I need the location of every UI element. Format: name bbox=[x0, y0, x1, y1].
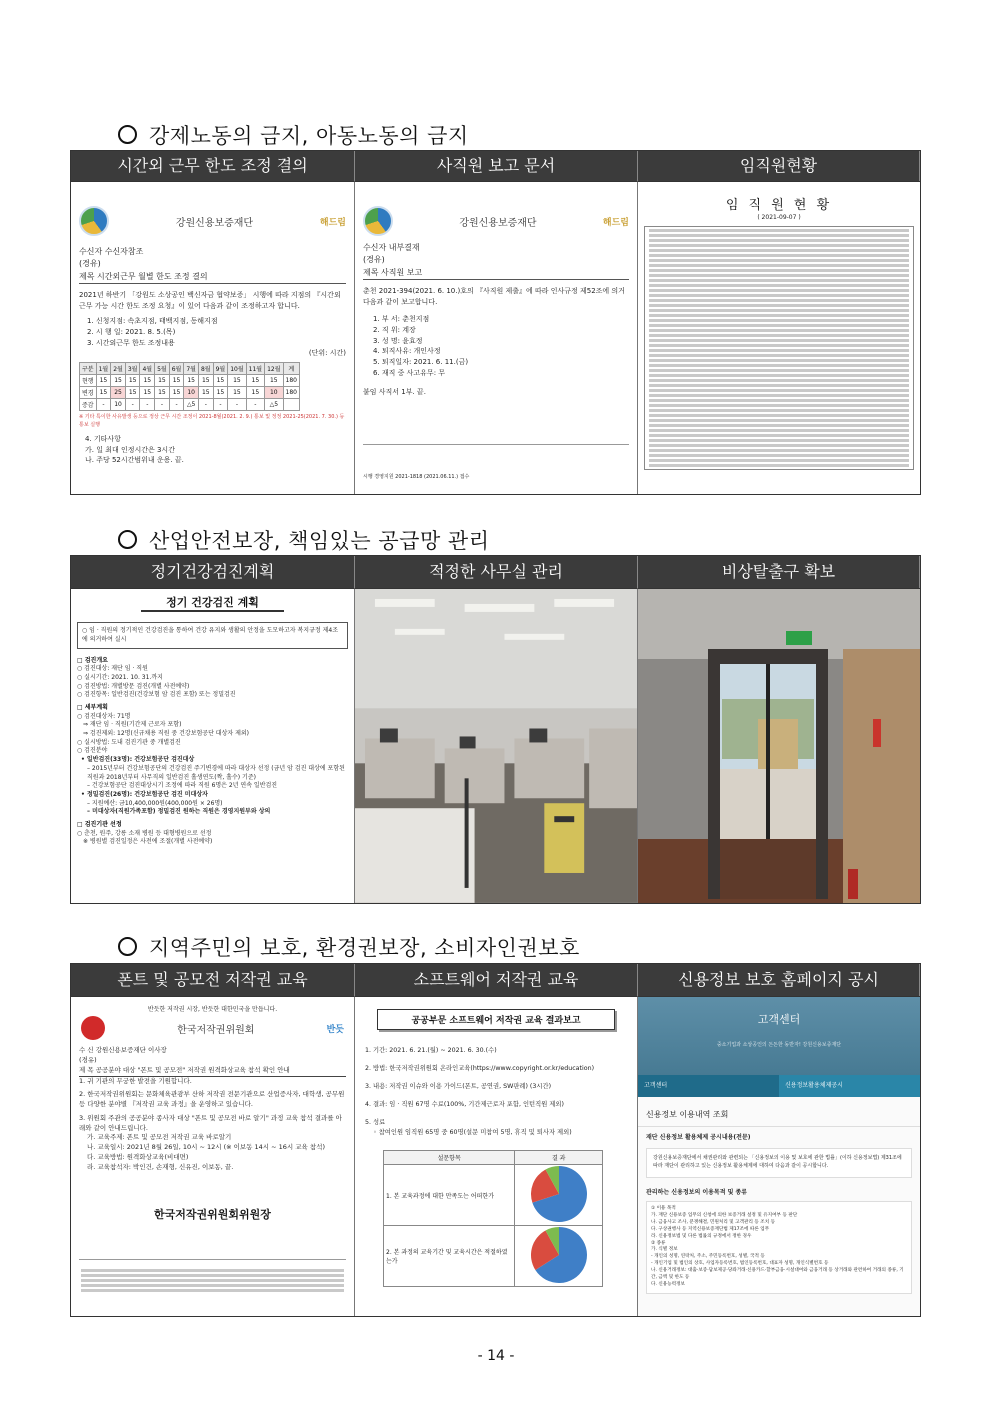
employee-row bbox=[649, 419, 909, 422]
table-cell: 15 bbox=[198, 375, 213, 387]
table-cell: 10 bbox=[184, 387, 199, 399]
employee-row bbox=[649, 439, 909, 442]
employee-row bbox=[649, 429, 909, 432]
table-cell: - bbox=[155, 399, 170, 411]
header-credit-info: 신용정보 보호 홈페이지 공시 bbox=[638, 964, 920, 996]
banner: 고객센터 중소기업과 소상공인의 든든한 동반자! 강원신용보증재단 bbox=[638, 997, 920, 1075]
table-cell: 15 bbox=[169, 375, 184, 387]
table-cell: 구분 bbox=[80, 363, 97, 375]
header-resignation: 사직원 보고 문서 bbox=[355, 151, 638, 181]
section-title-2: 산업안전보장, 책임있는 공급망 관리 bbox=[118, 525, 490, 555]
table-cell: 15 bbox=[228, 387, 246, 399]
section-grid-2 bbox=[70, 555, 921, 904]
page-number: - 14 - bbox=[477, 1348, 515, 1364]
office-interior-image bbox=[355, 589, 637, 903]
software-copyright-document: 공공부문 소프트웨어 저작권 교육 결과보고 1. 기간: 2021. 6. 21.(월) ~ 2021. 6. 30.(수) 2. 방법: 한국저작권위원회 온라인교육(https://www.copyright.or.kr/education) 3. 내용: 저작권 이슈와 이용 가이드(폰트, 공연권, SW판례) (3시간) 4. 결과: 임 · 직원 67명 수료(100%, 기간제근로자 포함, 인턴직원 제외) 5. 성료 ◦ 참여인원 임직원 65명 중 60명(설문 미참여 5명, 휴직 및 퇴사자 제외) 설문항목 결 과 1. 본 교육과정에 대한 만족도는 어떠한가 2. 본 과정의 교육기간 및 교육시간은 적절하였는가 bbox=[355, 996, 638, 1316]
table-cell: 1월 bbox=[96, 363, 111, 375]
employee-row bbox=[649, 304, 909, 307]
resignation-document: 강원신용보증재단 해드림 수신자 내부결재 (경유) 제목 사직원 보고 춘천 2021-394(2021. 6. 10.)호의 『사직원 제출』에 따라 인사규정 제52조에 의거 다음과 같이 보고합니다. 1. 부 서: 춘천지점 2. 직 위: 계장 3. 성 명: 윤효정 4. 퇴직사유: 개인사정 5. 퇴직일자: 2021. 6. 11.(금) 6. 재직 중 사고유무: 무 붙임 사직서 1부. 끝. 시행 경영지원 2021-1818 (2021.06.11.) 접수 bbox=[355, 181, 638, 494]
employee-row bbox=[649, 269, 909, 272]
emergency-exit-image bbox=[638, 589, 920, 903]
circle-bullet-icon bbox=[118, 125, 137, 144]
employee-row bbox=[649, 369, 909, 372]
employee-row bbox=[649, 449, 909, 452]
employee-row bbox=[649, 229, 909, 232]
table-cell: 15 bbox=[96, 387, 111, 399]
foundation-logo-icon bbox=[79, 206, 109, 236]
employee-row bbox=[649, 274, 909, 277]
employee-row bbox=[649, 404, 909, 407]
table-cell: 변경 bbox=[80, 387, 97, 399]
table-cell: 10 bbox=[265, 387, 283, 399]
nav-customer-center[interactable]: 고객센터 bbox=[638, 1075, 779, 1097]
nav-credit-disclosure[interactable]: 신용정보활용체제공시 bbox=[779, 1075, 920, 1097]
employee-row bbox=[649, 339, 909, 342]
table-cell: - bbox=[169, 399, 184, 411]
table-cell: 15 bbox=[96, 375, 111, 387]
table-cell: 15 bbox=[213, 387, 228, 399]
table-cell: 15 bbox=[265, 375, 283, 387]
employee-row bbox=[649, 349, 909, 352]
table-cell: 10 bbox=[111, 399, 126, 411]
employee-row bbox=[649, 344, 909, 347]
employee-row bbox=[649, 259, 909, 262]
employee-row bbox=[649, 394, 909, 397]
employee-row bbox=[649, 324, 909, 327]
table-cell: - bbox=[198, 399, 213, 411]
employee-row bbox=[649, 319, 909, 322]
table-cell: 180 bbox=[283, 375, 299, 387]
table-cell: 15 bbox=[169, 387, 184, 399]
table-cell: 15 bbox=[125, 375, 140, 387]
section-title-3: 지역주민의 보호, 환경권보장, 소비자인권보호 bbox=[118, 932, 580, 962]
employee-row bbox=[649, 409, 909, 412]
table-cell: - bbox=[125, 399, 140, 411]
employee-row bbox=[649, 239, 909, 242]
table-cell: - bbox=[213, 399, 228, 411]
employee-row bbox=[649, 314, 909, 317]
employee-row bbox=[649, 364, 909, 367]
table-cell: 180 bbox=[283, 387, 299, 399]
table-cell: - bbox=[228, 399, 246, 411]
employee-row bbox=[649, 334, 909, 337]
table-cell: 계 bbox=[283, 363, 299, 375]
overtime-document: 강원신용보증재단 해드림 수신자 수신자참조 (경유) 제목 시간외근무 월별 한도 조정 결의 2021년 하반기 「강원도 소상공인 백신자금 협약보증」 시행에 따라 지점의 『시간외 근무 가능 시간 한도 조정 요청』이 있어 다음과 같이 조정하고자 합니다. 1. 신청지점: 속초지점, 태백지점, 동해지점 2. 시 행 일: 2021. 8. 5.(목) 3. 시간외근무 한도 조정내용 (단위: 시간) 구분 1월 2월 3월 4월 5월 6월 7월 8월 9월 10월 11월 12월 계 현행 15 15 15 15 15 15 15 15 15 15 15 15 180 변경 15 25 15 15 15 15 10 15 15 15 15 10 180 증감 - 10 - - - - △5 - - - - △5 ※ 기타 특이한 사유발생 등으로 정상 근무 시간 조정이 2021-8월(2021. 2. 9.) 통보 및 정정 2021-25(2021. 7. 30.) 등 통보 실행 4. 기타사항 가. 일 최대 인정시간은 3시간 나. 주당 52시간범위내 운용. 끝. bbox=[71, 181, 355, 494]
survey-table: 설문항목 결 과 1. 본 교육과정에 대한 만족도는 어떠한가 2. 본 과정의 교육기간 및 교육시간은 적절하였는가 bbox=[383, 1150, 603, 1287]
table-cell: 15 bbox=[155, 375, 170, 387]
employee-row bbox=[649, 264, 909, 267]
table-cell bbox=[283, 399, 299, 411]
employee-row bbox=[649, 354, 909, 357]
office-photo bbox=[355, 588, 638, 903]
table-cell: 15 bbox=[111, 375, 126, 387]
header-emergency-exit: 비상탈출구 확보 bbox=[638, 556, 920, 588]
table-cell: 4월 bbox=[140, 363, 155, 375]
table-cell: 8월 bbox=[198, 363, 213, 375]
employee-row bbox=[649, 399, 909, 402]
table-cell: 10월 bbox=[228, 363, 246, 375]
employee-row bbox=[649, 379, 909, 382]
employee-row bbox=[649, 434, 909, 437]
table-cell: 7월 bbox=[184, 363, 199, 375]
table-cell: 5월 bbox=[155, 363, 170, 375]
table-cell: 현행 bbox=[80, 375, 97, 387]
employee-row bbox=[649, 374, 909, 377]
employee-row bbox=[649, 459, 909, 462]
employee-status-document: 임 직 원 현 황 ( 2021-09-07 ) bbox=[638, 181, 920, 494]
table-cell: 15 bbox=[246, 375, 264, 387]
employee-row bbox=[649, 424, 909, 427]
employee-row bbox=[649, 329, 909, 332]
table-cell: - bbox=[96, 399, 111, 411]
employee-table bbox=[644, 226, 914, 470]
header-office: 적정한 사무실 관리 bbox=[355, 556, 638, 588]
credit-info-webpage: 고객센터 중소기업과 소상공인의 든든한 동반자! 강원신용보증재단 고객센터 신용정보활용체제공시 신용정보 이용내역 조회 재단 신용정보 활용체제 공시내용(전문) 강원신용보증재단에서 채권관리와 관련되는 「신용정보의 이용 및 보호에 관한 법률」(이하 신용정보법) 제31조에 따라 재단이 관리하고 있는 신용정보 활용체제에 대하여 다음과 같이 공시합니다. 관리하는 신용정보의 이용목적 및 종류 ① 이용 목적 가. 재단 신용보증 업무의 신청에 의한 보증거래 설정 및 유지여부 등 판단 나. 금융사고 조사, 분쟁해결, 민원처리 및 고객관리 등 조치 등 다. 구상권행사 등 지역신용보증재단법 제17조에 따른 업무 라. 신용정보법 및 다른 법률의 규정에서 정한 경우 ② 종류 가. 식별 정보 - 개인의 성명, 연락처, 주소, 주민등록번호, 성별, 국적 등 - 개인기업 및 법인의 상호, 사업자등록번호, 법인등록번호, 대표자 성명, 개인식별번호 등 나. 신용거래정보: 대출·보증·담보제공·당좌거래·신용카드·할부금융·시설대여와 금융거래 등 상거래와 관련하여 거래의 종류, 기간, 금액 및 한도 등 다. 신용능력정보 bbox=[638, 996, 920, 1316]
table-cell: 15 bbox=[228, 375, 246, 387]
header-employees: 임직원현황 bbox=[638, 151, 920, 181]
table-cell: 15 bbox=[155, 387, 170, 399]
header-health-checkup: 정기건강검진계획 bbox=[71, 556, 355, 588]
table-cell: - bbox=[140, 399, 155, 411]
table-cell: 3월 bbox=[125, 363, 140, 375]
emergency-exit-photo bbox=[638, 588, 920, 903]
section-grid-1 bbox=[70, 150, 921, 495]
table-cell: 15 bbox=[140, 375, 155, 387]
table-cell: 증감 bbox=[80, 399, 97, 411]
table-cell: △5 bbox=[184, 399, 199, 411]
section-title-1: 강제노동의 금지, 아동노동의 금지 bbox=[118, 120, 469, 150]
employee-row bbox=[649, 299, 909, 302]
section-grid-3 bbox=[70, 963, 921, 1317]
table-cell: 15 bbox=[184, 375, 199, 387]
employee-row bbox=[649, 464, 909, 467]
header-font-copyright: 폰트 및 공모전 저작권 교육 bbox=[71, 964, 355, 996]
employee-row bbox=[649, 454, 909, 457]
table-cell: 9월 bbox=[213, 363, 228, 375]
employee-row bbox=[649, 384, 909, 387]
employee-row bbox=[649, 244, 909, 247]
employee-row bbox=[649, 279, 909, 282]
overtime-table bbox=[79, 362, 300, 411]
table-cell: 11월 bbox=[246, 363, 264, 375]
foundation-logo-icon bbox=[363, 206, 393, 236]
copyright-logo-icon bbox=[81, 1016, 105, 1040]
employee-row bbox=[649, 359, 909, 362]
employee-row bbox=[649, 414, 909, 417]
table-cell: 12월 bbox=[265, 363, 283, 375]
table-cell: 2월 bbox=[111, 363, 126, 375]
employee-row bbox=[649, 289, 909, 292]
table-cell: △5 bbox=[265, 399, 283, 411]
circle-bullet-icon bbox=[118, 530, 137, 549]
table-cell: 15 bbox=[125, 387, 140, 399]
header-software-copyright: 소프트웨어 저작권 교육 bbox=[355, 964, 638, 996]
employee-row bbox=[649, 234, 909, 237]
satisfaction-pie-chart bbox=[531, 1166, 587, 1222]
employee-row bbox=[649, 284, 909, 287]
table-cell: 15 bbox=[198, 387, 213, 399]
employee-row bbox=[649, 249, 909, 252]
circle-bullet-icon bbox=[118, 937, 137, 956]
font-copyright-document: 반듯한 저작권 시장, 반듯한 대한민국을 만듭니다. 한국저작권위원회 반듯 수 신 강원신용보증재단 이사장 (경유) 제 목 공공분야 대상 "폰트 및 공모전" 저작권 원격화상교육 참석 확인 안내 1. 귀 기관의 무궁한 발전을 기원합니다. 2. 한국저작권위원회는 문화체육관광부 산하 저작권 전문기관으로 산업증사자, 대학생, 공무원 등 다양한 분야별 『저작권 교육 과정』을 운영하고 있습니다. 3. 위원회 주관의 공공분야 종사자 대상 "폰트 및 공모전 바로 알기" 과정 교육 참석 결과를 아래와 같이 안내드립니다. 가. 교육주제: 폰트 및 공모전 저작권 교육 바로알기 나. 교육일시: 2021년 8월 26일, 10시 ~ 12시 (※ 이보동 14시 ~ 16시 교육 참석) 다. 교육방법: 원격화상교육(비대면) 라. 교육참석자: 박인건, 손재형, 신유진, 이보동, 끝. 한국저작권위원회위원장 bbox=[71, 996, 355, 1316]
header-overtime: 시간외 근무 한도 조정 결의 bbox=[71, 151, 355, 181]
health-checkup-document: 정기 건강검진 계획 ○ 임 · 직원의 정기적인 건강검진을 통하여 건강 유지와 생활의 안정을 도모하고자 복지규정 제4조에 의거하여 실시 □ 검진개요 ○ 검진대상: 재단 임 · 직원 ○ 실시기간: 2021. 10. 31.까지 ○ 검진방법: 개별방문 검진(개별 사전예약) ○ 검진항목: 일반검진(건강보험 암 검진 포함) 또는 정밀검진 □ 세부계획 ○ 검진대상자: 71명 ⇒ 재단 임 · 직원(기간제 근로자 포함) ⇒ 검진제외: 12명(신규채용 직원 중 건강보험공단 대상자 제외) ○ 실시방법: 도내 검진기관 중 개별검진 ○ 검진분야 • 일반검진(33명): 건강보험공단 검진대상 – 2015년부터 건강보험공단의 건강검진 주기변경에 따라 대상자 선정 (금년 암 검진 대상에 포함된 직원과 2018년부터 사무직의 일반검진 홀생연도(짝, 홀수) 기준) – 건강보험공단 검진대상시기 조정에 따라 직원 6명은 2년 연속 일반검진 • 정밀검진(26명): 건강보험공단 검진 미대상자 – 지원예산: 금10,400,000원(400,000원 × 26명) – 미대상자(직원가족포함) 정밀검진 원하는 직원은 경영지원부와 상의 □ 검진기관 선정 ○ 춘천, 원주, 강릉 소재 병원 등 대형병원으로 선정 ※ 병원별 검진일정은 사전에 조절(개별 사전예약) bbox=[71, 588, 355, 903]
employee-row bbox=[649, 254, 909, 257]
duration-pie-chart bbox=[531, 1227, 587, 1283]
employee-row bbox=[649, 389, 909, 392]
employee-row bbox=[649, 444, 909, 447]
table-cell: 6월 bbox=[169, 363, 184, 375]
table-cell: 25 bbox=[111, 387, 126, 399]
table-cell: 15 bbox=[213, 375, 228, 387]
employee-row bbox=[649, 309, 909, 312]
table-cell: - bbox=[246, 399, 264, 411]
table-cell: 15 bbox=[140, 387, 155, 399]
employee-row bbox=[649, 294, 909, 297]
table-cell: 15 bbox=[246, 387, 264, 399]
